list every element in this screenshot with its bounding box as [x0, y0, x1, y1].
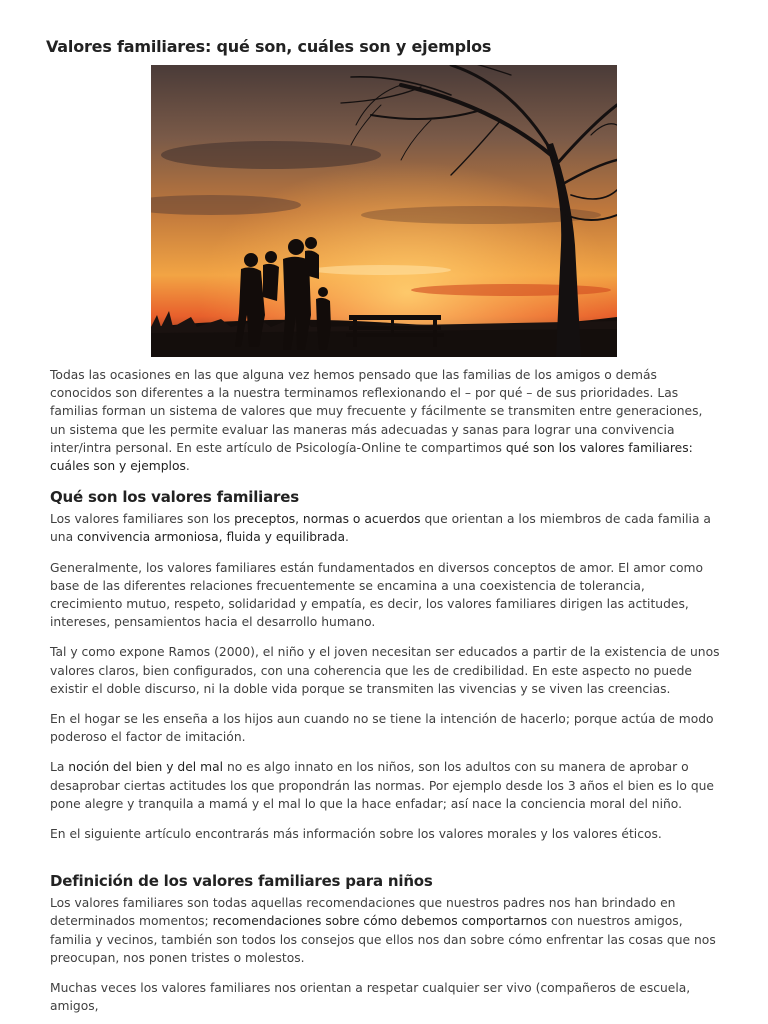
article-body: [50, 366, 720, 1015]
section1-paragraph-5: [50, 758, 720, 813]
text-span: que orientan a los miembros de cada familia a una: [50, 512, 711, 545]
text-span: Los valores familiares son los: [50, 512, 235, 527]
highlight-convivencia: convivencia armoniosa, fluida y equilibrada: [77, 530, 345, 545]
section1-paragraph-6: En el siguiente artículo encontrarás más información sobre los valores morales y los valores éticos.: [50, 827, 662, 842]
section1-paragraph-3: Tal y como expone Ramos (2000), el niño y el joven necesitan ser educados a partir de la existencia de unos valores claros, bien configurados, con una coherencia que les de credibilidad. En este aspecto no puede existir el doble discurso, ni la doble vida porque se transmiten las vivencias y se viven las creencias.: [50, 645, 720, 696]
text-span: Los valores familiares son todas aquellas recomendaciones que nuestros padres nos han brindado en determinados momentos;: [50, 896, 676, 929]
intro-paragraph: [50, 366, 720, 475]
text-span: no es algo innato en los niños, son los adultos con su manera de aprobar o desaprobar ciertas actitudes los que propondrán las normas. Por ejemplo desde los 3 años el bien es lo que pone alegre y tranquila a mamá y el mal lo que la hace enfadar; así nace la conciencia moral del niño.: [50, 760, 715, 811]
intro-end: .: [185, 459, 190, 474]
section-heading-que-son: Qué son los valores familiares: [50, 488, 299, 507]
section-heading-definicion: Definición de los valores familiares para niños: [50, 872, 433, 891]
hero-image-family-sunset: [151, 65, 617, 357]
text-span: La: [50, 760, 69, 775]
section2-paragraph-1: [50, 894, 720, 967]
highlight-preceptos: preceptos, normas o acuerdos: [234, 512, 421, 527]
article-title: Valores familiares: qué son, cuáles son y ejemplos: [46, 37, 492, 56]
text-span: .: [345, 530, 349, 545]
section1-paragraph-2: Generalmente, los valores familiares están fundamentados en diversos conceptos de amor. El amor como base de las diferentes relaciones frecuentemente se encamina a una coexistencia de tolerancia, crecimiento mutuo, respeto, solidaridad y empatía, es decir, los valores familiares dirigen las actitudes, intereses, pensamientos hacia el desarrollo humano.: [50, 560, 704, 630]
highlight-nocion: noción del bien y del mal: [68, 760, 224, 775]
highlight-recomendaciones: recomendaciones sobre cómo debemos comportarnos: [212, 914, 548, 929]
section1-paragraph-1: [50, 510, 720, 546]
intro-text: Todas las ocasiones en las que alguna vez hemos pensado que las familias de los amigos o demás conocidos son diferentes a la nuestra terminamos reflexionando el – por qué – de sus prioridades. Las familias forman un sistema de valores que muy frecuente y fácilmente se transmiten entre generaciones, un sistema que les permite evaluar las maneras más adecuadas y sanas para lograr una convivencia inter/intra personal. En este artículo de Psicología-Online te compartimos: [50, 368, 703, 455]
section2-paragraph-2: Muchas veces los valores familiares nos orientan a respetar cualquier ser vivo (compañeros de escuela, amigos,: [50, 981, 691, 1014]
intro-highlight: qué son los valores familiares: cuáles son y ejemplos: [50, 440, 693, 474]
text-span: con nuestros amigos, familia y vecinos, también son todos los consejos que ellos nos dan sobre cómo enfrentar las cosas que nos preocupan, nos ponen tristes o molestos.: [50, 914, 716, 965]
section1-paragraph-4: En el hogar se les enseña a los hijos aun cuando no se tiene la intención de hacerlo; porque actúa de modo poderoso el factor de imitación.: [50, 712, 714, 745]
